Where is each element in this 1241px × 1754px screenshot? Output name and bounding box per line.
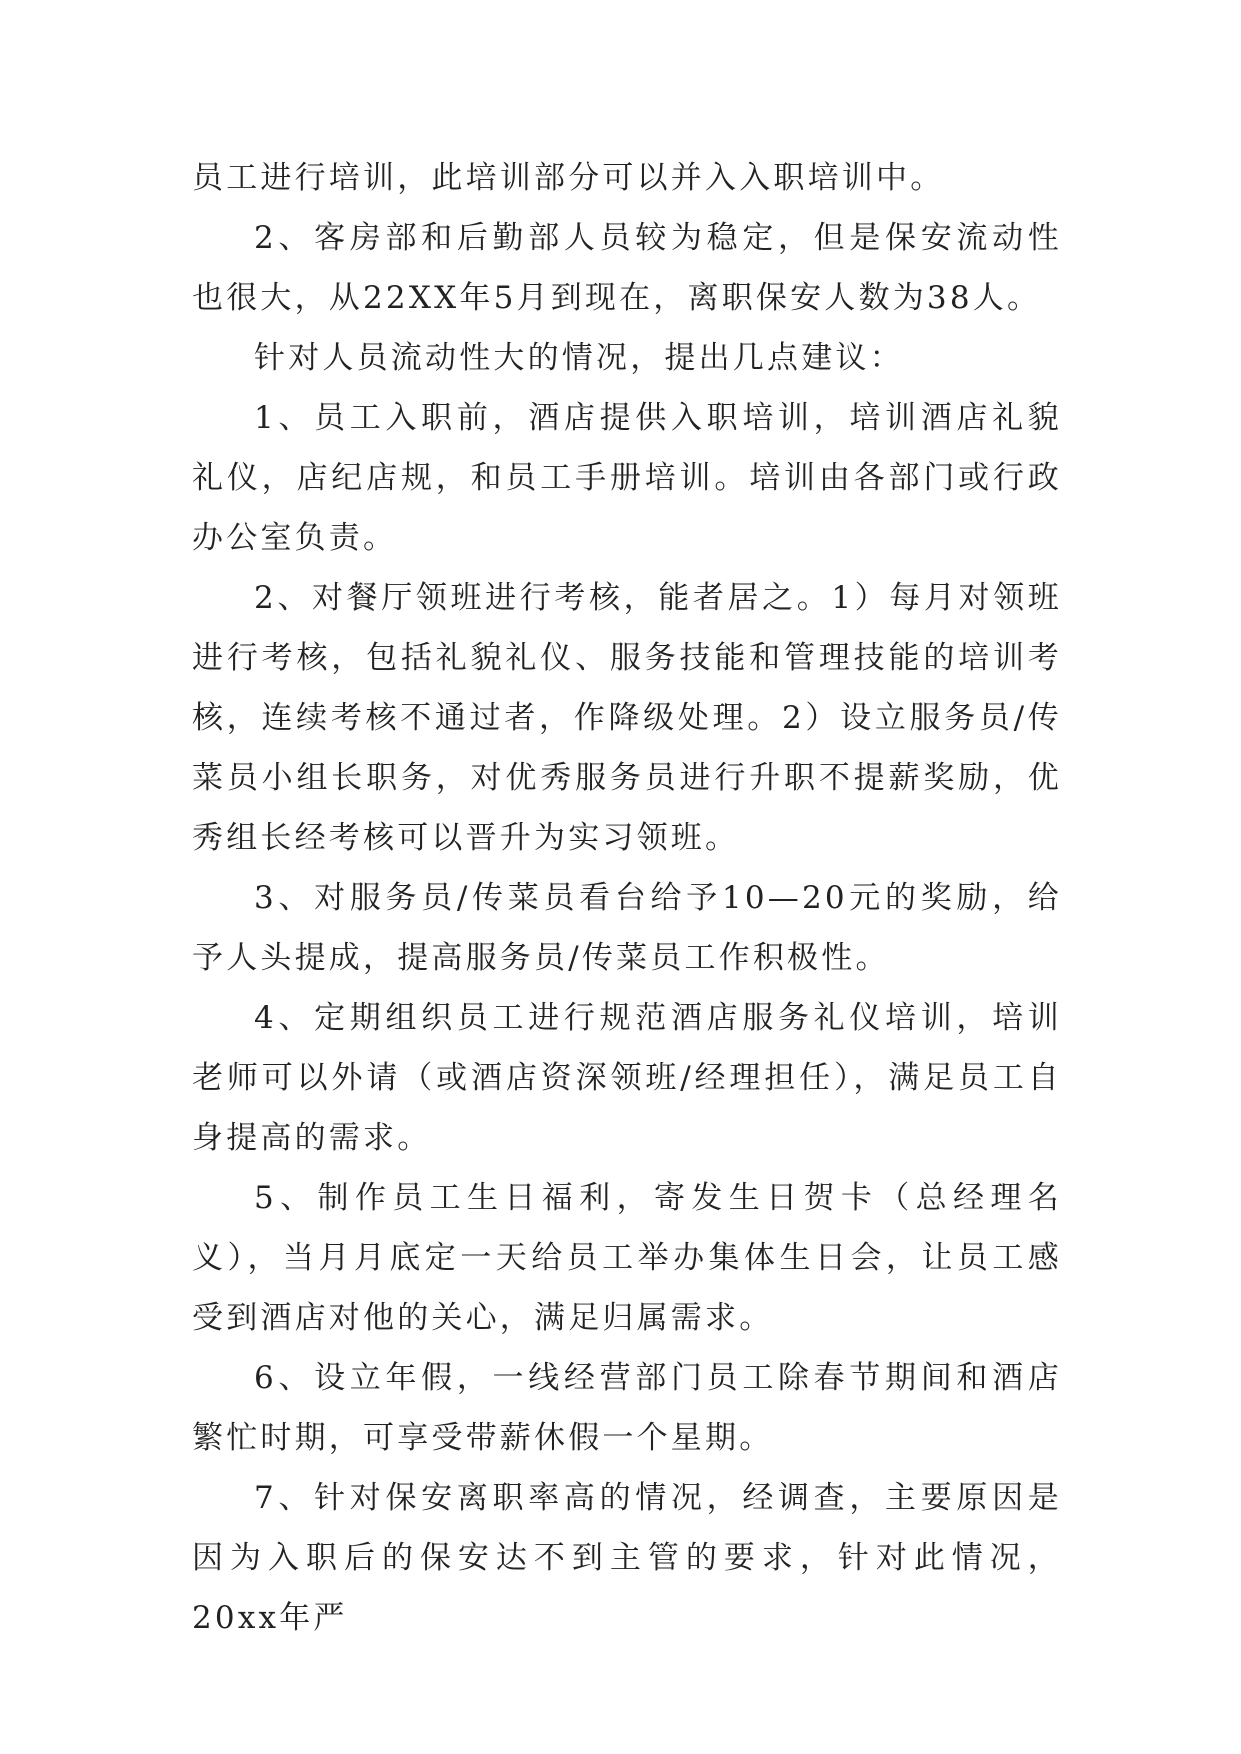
paragraph-continuation: 员工进行培训，此培训部分可以并入入职培训中。 [192,160,945,196]
paragraph-suggestion-4: 4、定期组织员工进行规范酒店服务礼仪培训，培训老师可以外请（或酒店资深领班/经理担任），满足员工自身提高的需求。 [192,1000,1062,1156]
paragraph-suggestion-5: 5、制作员工生日福利，寄发生日贺卡（总经理名义），当月月底定一天给员工举办集体生日会，让员工感受到酒店对他的关心，满足归属需求。 [192,1180,1062,1336]
paragraph-suggestion-1: 1、员工入职前，酒店提供入职培训，培训酒店礼貌礼仪，店纪店规，和员工手册培训。培训由各部门或行政办公室负责。 [192,400,1062,556]
paragraph-suggestion-3: 3、对服务员/传菜员看台给予10—20元的奖励，给予人头提成，提高服务员/传菜员工作积极性。 [192,880,1062,976]
document-body [192,148,1062,1648]
paragraph-suggestion-2: 2、对餐厅领班进行考核，能者居之。1）每月对领班进行考核，包括礼貌礼仪、服务技能和管理技能的培训考核，连续考核不通过者，作降级处理。2）设立服务员/传菜员小组长职务，对优秀服务员进行升职不提薪奖励，优秀组长经考核可以晋升为实习领班。 [192,580,1062,856]
paragraph-suggestion-6: 6、设立年假，一线经营部门员工除春节期间和酒店繁忙时期，可享受带薪休假一个星期。 [192,1360,1062,1456]
paragraph-security-turnover: 2、客房部和后勤部人员较为稳定，但是保安流动性也很大，从22XX年5月到现在，离职保安人数为38人。 [192,220,1062,316]
paragraph-suggestion-7: 7、针对保安离职率高的情况，经调查，主要原因是因为入职后的保安达不到主管的要求，针对此情况，20xx年严 [192,1480,1062,1636]
paragraph-suggestions-intro: 针对人员流动性大的情况，提出几点建议： [254,340,904,376]
